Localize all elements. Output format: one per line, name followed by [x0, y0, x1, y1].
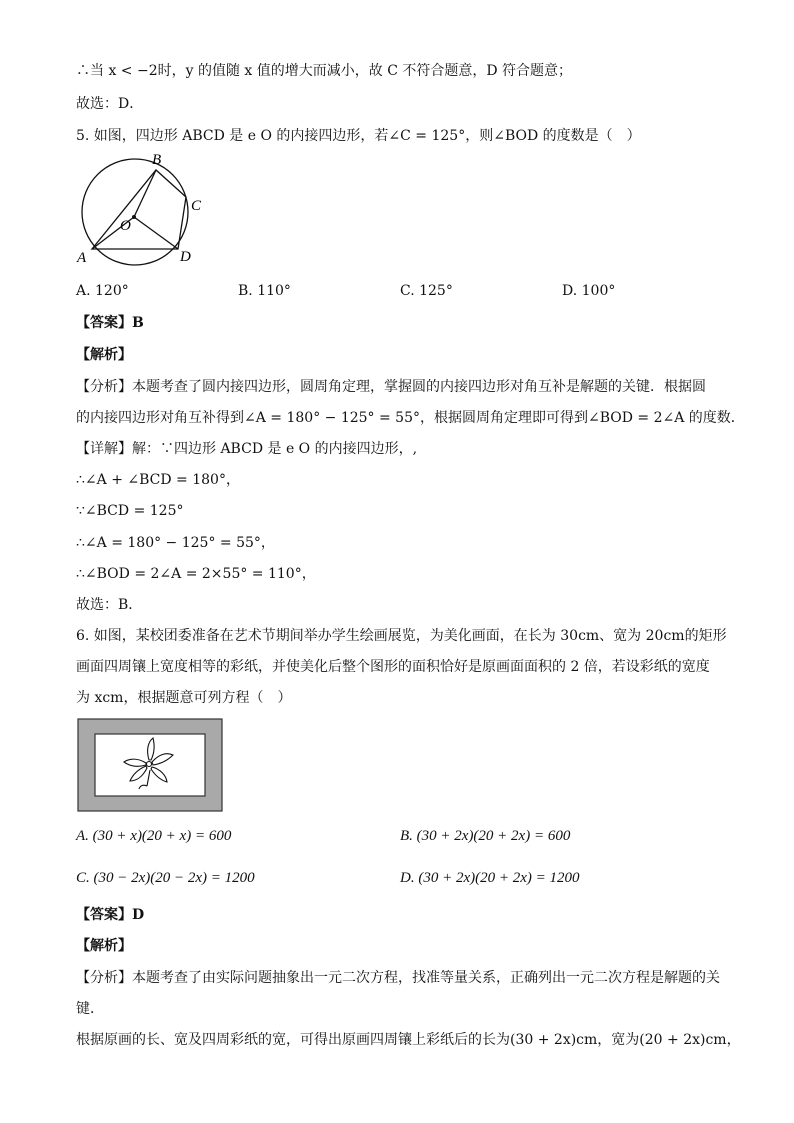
q5-option-a: A. 120°	[76, 283, 129, 299]
q5-option-d: D. 100°	[562, 283, 616, 299]
label-a: A	[77, 250, 87, 266]
q6-option-c: C. (30 − 2x)(20 − 2x) = 1200	[76, 870, 255, 886]
q5-choice: 故选：B．	[76, 597, 143, 613]
q5-step-4: ∴∠BOD = 2∠A = 2×55° = 110°，	[76, 566, 316, 582]
q6-analysis-line-3: 根据原画的长、宽及四周彩纸的宽，可得出原画四周镶上彩纸后的长为(30 + 2x)cm，宽为(20 + 2x)cm，	[76, 1032, 741, 1048]
question-5-figure	[72, 152, 212, 272]
q5-answer: 【答案】B	[76, 315, 144, 331]
q5-step-3: ∴∠A = 180° − 125° = 55°，	[76, 535, 275, 551]
q5-option-b: B. 110°	[238, 283, 291, 299]
label-b: B	[152, 152, 162, 168]
q6-analysis-line-1: 【分析】本题考查了由实际问题抽象出一元二次方程，找准等量关系，正确列出一元二次方程是解题的关	[76, 970, 720, 986]
question-6-figure	[77, 718, 223, 812]
q6-answer: 【答案】D	[76, 907, 145, 923]
q6-option-b: B. (30 + 2x)(20 + 2x) = 600	[400, 828, 571, 844]
q5-step-2: ∵∠BCD = 125°	[76, 503, 184, 519]
question-6-stem-3: 为 xcm，根据题意可列方程（ ）	[76, 690, 292, 706]
q5-step-1: ∴∠A + ∠BCD = 180°，	[76, 472, 240, 488]
label-c: C	[191, 198, 202, 214]
q5-option-c: C. 125°	[400, 283, 453, 299]
label-d: D	[180, 249, 191, 265]
q6-option-d: D. (30 + 2x)(20 + 2x) = 1200	[400, 870, 580, 886]
label-o: O	[120, 218, 131, 234]
q5-analysis-line-1: 【分析】本题考查了圆内接四边形，圆周角定理，掌握圆的内接四边形对角互补是解题的关键．根据圆	[76, 379, 706, 395]
q5-analysis-line-2: 的内接四边形对角互补得到∠A = 180° − 125° = 55°，根据圆周角定理即可得到∠BOD = 2∠A 的度数．	[76, 410, 745, 426]
prev-conclusion-line: ∴当 x < −2时，y 的值随 x 值的增大而减小，故 C 不符合题意，D 符合题意；	[76, 63, 573, 79]
q5-detail-line: 【详解】解：∵四边形 ABCD 是 e O 的内接四边形，,	[76, 441, 418, 457]
prev-answer-line: 故选：D．	[76, 96, 144, 112]
q6-analysis-line-2: 键．	[76, 1001, 104, 1017]
question-6-stem-1: 6. 如图，某校团委准备在艺术节期间举办学生绘画展览，为美化画面，在长为 30cm、宽为 20cm的矩形	[76, 628, 727, 644]
question-5-stem: 5. 如图，四边形 ABCD 是 e O 的内接四边形，若∠C = 125°，则∠BOD 的度数是（ ）	[76, 128, 641, 144]
q6-option-a: A. (30 + x)(20 + x) = 600	[76, 828, 232, 844]
q6-analysis-heading: 【解析】	[76, 938, 132, 954]
q5-analysis-heading: 【解析】	[76, 347, 132, 363]
question-6-stem-2: 画面四周镶上宽度相等的彩纸，并使美化后整个图形的面积恰好是原画面面积的 2 倍，若设彩纸的宽度	[76, 659, 710, 675]
